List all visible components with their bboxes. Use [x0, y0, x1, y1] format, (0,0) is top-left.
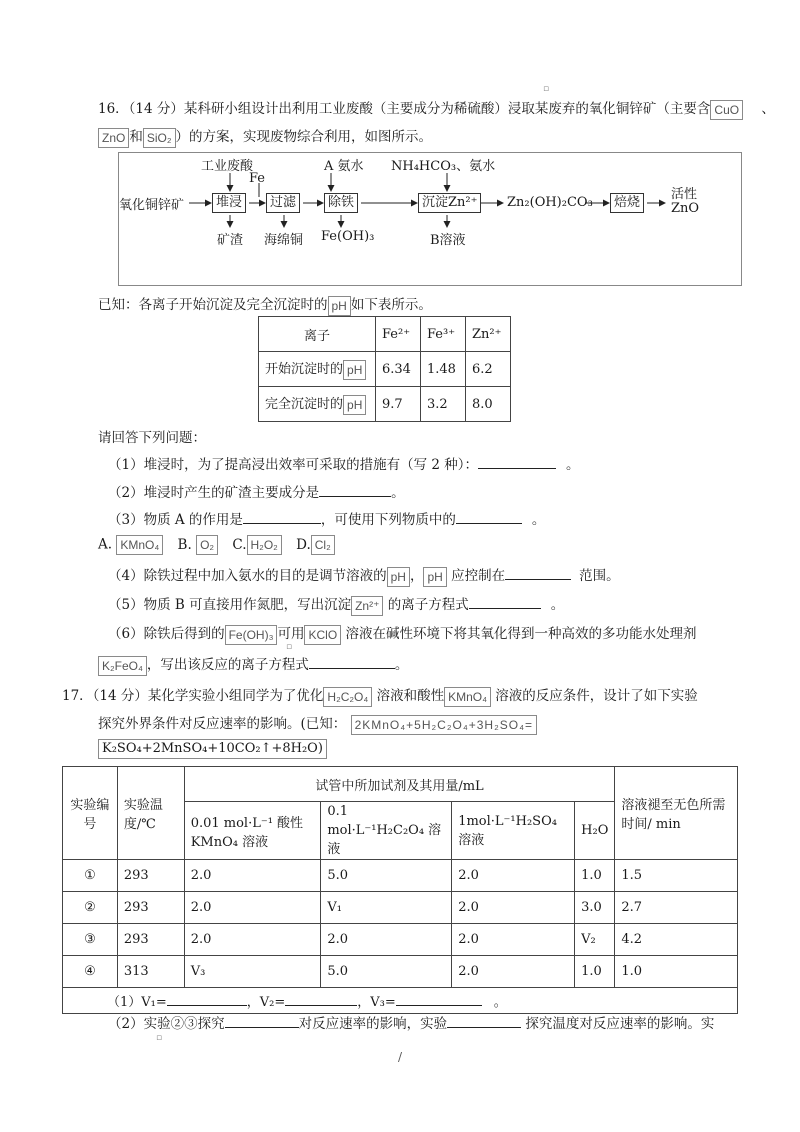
q17-intro-text: 17．（14 分）某化学实验小组同学为了优化 — [62, 688, 324, 704]
ion-row-label — [259, 387, 376, 422]
table-cell: ④ — [63, 956, 118, 988]
ion-header-zn2: Zn²⁺ — [466, 317, 511, 352]
option-b-formula: O₂ — [196, 535, 218, 555]
answer-blank-v3[interactable] — [396, 991, 482, 1006]
flow-product-line2: ZnO — [671, 201, 700, 216]
formula-ph: pH — [423, 567, 446, 587]
table-cell: 2.0 — [452, 924, 575, 956]
page-mark: / — [398, 1050, 403, 1064]
table-cell: 2.0 — [184, 892, 321, 924]
q17-line1 — [62, 684, 698, 707]
table-row — [63, 924, 738, 956]
formula-cuo: CuO — [710, 100, 743, 120]
q17-part2-text: （2）实验②③探究 — [108, 1016, 225, 1032]
table-cell: 2.0 — [321, 924, 452, 956]
process-flow-diagram — [118, 152, 742, 286]
q16-ask: 请回答下列问题： — [98, 430, 206, 446]
part2-end: 。 — [391, 485, 405, 501]
table-cell: 2.0 — [452, 956, 575, 988]
header-exp-id: 实验编号 — [63, 767, 118, 860]
q16-part5 — [108, 593, 564, 616]
answer-blank[interactable] — [309, 654, 395, 669]
option-c-label: C. — [232, 536, 247, 553]
formula-ph: pH — [343, 360, 366, 380]
answer-blank[interactable] — [469, 594, 541, 609]
table-cell: 1.48 — [421, 352, 466, 387]
footer-end: 。 — [493, 995, 507, 1010]
q16-and: 和 — [129, 129, 143, 145]
table-cell: ② — [63, 892, 118, 924]
q17-part2 — [108, 1012, 714, 1032]
part5-text: （5）物质 B 可直接用作氮肥，写出沉淀 — [108, 597, 352, 613]
option-a-formula: KMnO₄ — [116, 535, 163, 555]
q17-line3 — [98, 739, 327, 759]
table-cell: ① — [63, 860, 118, 892]
equation-part2: K₂SO₄+2MnSO₄+10CO₂↑+8H₂O) — [98, 739, 327, 759]
formula-kclo: KClO — [304, 625, 341, 645]
answer-blank[interactable] — [478, 454, 556, 469]
table-cell: 1.0 — [615, 956, 738, 988]
ion-header-label: 离子 — [259, 317, 376, 352]
q16-line2 — [98, 125, 432, 148]
part3-mid: ，可使用下列物质中的 — [320, 512, 456, 528]
table-cell: 8.0 — [466, 387, 511, 422]
anchor-mark: ▫ — [286, 642, 293, 652]
table-cell: 2.7 — [615, 892, 738, 924]
flow-out-copper: 海绵铜 — [264, 233, 304, 248]
table-row — [259, 387, 511, 422]
table-row — [63, 767, 738, 802]
option-d-formula: Cl₂ — [311, 535, 335, 555]
q16-part2 — [108, 481, 405, 501]
part6-mid: 可用 — [277, 626, 305, 642]
table-cell: 3.2 — [421, 387, 466, 422]
table-cell: 2.0 — [452, 860, 575, 892]
part1-text: （1）堆浸时，为了提高浸出效率可采取的措施有（写 2 种）： — [108, 457, 479, 473]
table-cell: 6.2 — [466, 352, 511, 387]
flow-product-line1: 活性 — [671, 187, 698, 202]
ion-row-label-text: 完全沉淀时的 — [265, 397, 344, 413]
part4-mid: 应控制在 — [451, 568, 506, 584]
known-rest: 如下表所示。 — [350, 297, 432, 313]
formula-zno: ZnO — [98, 128, 129, 148]
q17-line2 — [98, 712, 537, 735]
table-cell: V₂ — [575, 924, 615, 956]
header-h2so4: 1mol·L⁻¹H₂SO₄ 溶液 — [452, 802, 575, 860]
table-row — [259, 352, 511, 387]
answer-blank[interactable] — [319, 482, 391, 497]
part2-text: （2）堆浸时产生的矿渣主要成分是 — [108, 485, 320, 501]
anchor-mark: ▫ — [543, 84, 550, 94]
q16-part4 — [108, 564, 620, 587]
q16-known — [98, 293, 432, 316]
table-cell: 3.0 — [575, 892, 615, 924]
part6-rest: 溶液在碱性环境下将其氧化得到一种高效的多功能水处理剂 — [345, 626, 697, 642]
anchor-mark: ▫ — [156, 1033, 163, 1043]
q16-line2-text: ）的方案，实现废物综合利用，如图所示。 — [175, 129, 433, 145]
q17-mid-text: 溶液和酸性 — [376, 688, 445, 704]
footer-v2-label: ，V₂= — [246, 995, 286, 1010]
flow-step-filter: 过滤 — [266, 193, 300, 213]
part1-end: 。 — [566, 457, 580, 473]
q16-line1 — [98, 97, 775, 120]
header-h2o: H₂O — [575, 802, 615, 860]
table-cell: V₃ — [184, 956, 321, 988]
answer-blank[interactable] — [243, 509, 321, 524]
q16-part3 — [108, 508, 545, 528]
part5-rest: 的离子方程式 — [387, 597, 469, 613]
q16-options — [98, 535, 335, 555]
part5-end: 。 — [550, 597, 565, 613]
part3-end: 。 — [531, 512, 546, 528]
formula-h2c2o4: H₂C₂O₄ — [323, 687, 372, 707]
q16-comma: 、 — [761, 101, 775, 117]
table-cell: 2.0 — [452, 892, 575, 924]
flow-intermediate: Zn₂(OH)₂CO₃ — [507, 195, 593, 210]
ion-row-label — [259, 352, 376, 387]
flow-step-remove-iron: 除铁 — [324, 193, 358, 213]
experiment-table — [62, 766, 738, 1014]
formula-sio2: SiO₂ — [143, 128, 176, 148]
table-cell: 1.0 — [575, 860, 615, 892]
q17-part2-mid: 对反应速率的影响，实验 — [298, 1016, 448, 1032]
header-temperature: 实验温度/℃ — [117, 767, 184, 860]
q17-line2-text: 探究外界条件对反应速率的影响。(已知： — [98, 716, 347, 732]
flow-input-a: A 氨水 — [324, 159, 364, 174]
answer-blank-v2[interactable] — [285, 991, 357, 1006]
header-reagents: 试管中所加试剂及其用量/mL — [184, 767, 615, 802]
table-cell: 2.0 — [184, 860, 321, 892]
table-cell: 9.7 — [376, 387, 421, 422]
option-c-formula: H₂O₂ — [247, 535, 282, 555]
answer-blank-v1[interactable] — [167, 991, 247, 1006]
table-cell: 5.0 — [321, 860, 452, 892]
flow-step-precipitate-zn: 沉淀Zn²⁺ — [418, 193, 481, 213]
table-row — [259, 317, 511, 352]
table-footer — [63, 988, 738, 1014]
ion-header-fe3: Fe³⁺ — [421, 317, 466, 352]
flow-start: 氧化铜锌矿 — [119, 198, 185, 213]
part6-line2-text: ，写出该反应的离子方程式 — [146, 657, 309, 673]
formula-k2feo4: K₂FeO₄ — [98, 656, 147, 676]
answer-blank[interactable] — [505, 565, 571, 580]
flow-out-slag: 矿渣 — [217, 233, 244, 248]
formula-zn2: Zn²⁺ — [351, 596, 383, 616]
part4-end: 范围。 — [579, 568, 620, 584]
answer-blank[interactable] — [225, 1013, 299, 1028]
answer-blank[interactable] — [456, 509, 522, 524]
flow-out-feoh3: Fe(OH)₃ — [321, 229, 375, 244]
part4-text: （4）除铁过程中加入氨水的目的是调节溶液的 — [108, 568, 387, 584]
table-row — [63, 956, 738, 988]
table-cell: 1.0 — [575, 956, 615, 988]
known-text: 已知：各离子开始沉淀及完全沉淀时的 — [98, 297, 328, 313]
ion-precipitation-table — [258, 316, 511, 422]
part6-end: 。 — [394, 657, 409, 673]
table-cell: 6.34 — [376, 352, 421, 387]
flow-input-fe: Fe — [249, 171, 266, 186]
table-footer-row — [63, 988, 738, 1014]
option-a-label: A. — [98, 536, 113, 553]
formula-ph: pH — [387, 567, 410, 587]
part3-text: （3）物质 A 的作用是 — [108, 512, 243, 528]
q16-intro-text: 16．（14 分）某科研小组设计出利用工业废酸（主要成分为稀硫酸）浸取某废弃的氧化铜锌矿（主要含 — [98, 101, 711, 117]
part4-comma: ， — [409, 568, 424, 584]
table-cell: 5.0 — [321, 956, 452, 988]
q17-part2-end: 探究温度对反应速率的影响。实 — [525, 1016, 715, 1032]
table-row — [63, 892, 738, 924]
option-d-label: D. — [296, 536, 311, 553]
formula-feoh3: Fe(OH)₃ — [225, 625, 278, 645]
table-cell: 293 — [117, 892, 184, 924]
answer-blank[interactable] — [447, 1013, 521, 1028]
flow-out-b: B溶液 — [430, 233, 466, 248]
part6-text: （6）除铁后得到的 — [108, 626, 225, 642]
footer-v3-label: ，V₃= — [357, 995, 396, 1010]
header-h2c2o4: 0.1 mol·L⁻¹H₂C₂O₄ 溶液 — [321, 802, 452, 860]
table-cell: 313 — [117, 956, 184, 988]
table-cell: 293 — [117, 924, 184, 956]
ion-header-fe2: Fe²⁺ — [376, 317, 421, 352]
formula-kmno4: KMnO₄ — [444, 687, 491, 707]
table-cell: 4.2 — [615, 924, 738, 956]
footer-v1-label: （1）V₁= — [107, 995, 167, 1010]
table-row — [63, 860, 738, 892]
flow-input-nh4: NH₄HCO₃、氨水 — [391, 159, 496, 174]
header-kmno4: 0.01 mol·L⁻¹ 酸性 KMnO₄ 溶液 — [184, 802, 321, 860]
q16-part6 — [108, 622, 696, 645]
table-cell: ③ — [63, 924, 118, 956]
header-time: 溶液褪至无色所需时间/ min — [615, 767, 738, 860]
ion-row-label-text: 开始沉淀时的 — [265, 362, 344, 378]
table-cell: V₁ — [321, 892, 452, 924]
flow-input-acid: 工业废酸 — [201, 159, 254, 174]
flow-step-heap-leach: 堆浸 — [212, 193, 246, 213]
formula-ph: pH — [328, 296, 351, 316]
equation-part1: 2KMnO₄+5H₂C₂O₄+3H₂SO₄= — [351, 715, 537, 735]
q17-line1-rest: 溶液的反应条件，设计了如下实验 — [495, 688, 698, 704]
option-b-label: B. — [177, 536, 192, 553]
q16-part1 — [108, 453, 580, 473]
formula-ph: pH — [343, 395, 366, 415]
table-cell: 2.0 — [184, 924, 321, 956]
table-cell: 1.5 — [615, 860, 738, 892]
q16-part6-line2 — [98, 653, 408, 676]
flow-step-calcine: 焙烧 — [610, 193, 644, 213]
table-cell: 293 — [117, 860, 184, 892]
